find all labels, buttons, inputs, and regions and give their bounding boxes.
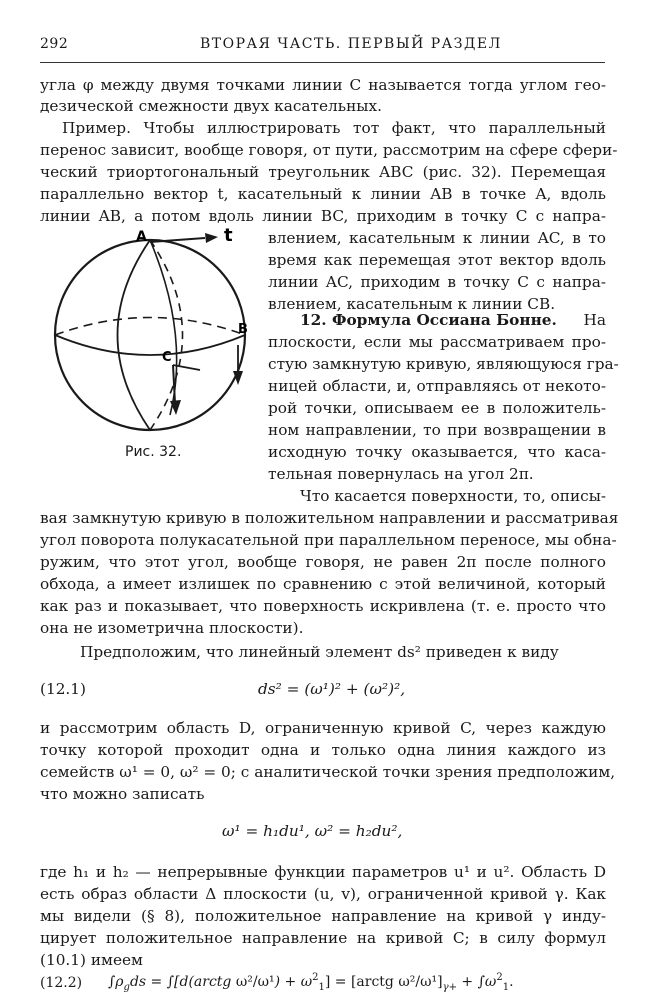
text-line: плоскости, если мы рассматриваем про- [268, 333, 606, 351]
eq-frac-num: ω² [235, 974, 253, 990]
eq-sub: 1 [502, 982, 510, 993]
section-heading [300, 310, 606, 331]
eq-frac-den: ω¹ [420, 974, 438, 990]
label-t: t [224, 225, 233, 246]
text-line: она не изометрична плоскости). [40, 619, 304, 637]
eq-part: ] [437, 974, 443, 990]
text-line: влением, касательным к линии AC, в то [268, 229, 606, 247]
eq-sup: 2 [312, 972, 319, 983]
eq-sup: 2 [496, 972, 503, 983]
eq-sub: 1 [318, 982, 325, 993]
eq-frac-den: ω¹ [257, 974, 275, 990]
equation-number: (12.1) [40, 680, 86, 698]
label-c: C [162, 350, 172, 365]
text-line: мы видели (§ 8), положительное направление на кривой γ инду- [40, 907, 606, 925]
eq-lower-gamma: γ+ [442, 982, 457, 993]
label-a: A [136, 229, 147, 245]
eq-part: ) + ω [274, 974, 313, 990]
text-line: исходную точку оказывается, что каса- [268, 443, 606, 461]
text-line: ческий триортогональный треугольник ABC (рис. 32). Перемещая [40, 163, 606, 181]
text-line: есть образ области Δ плоскости (u, v), ограниченной кривой γ. Как [40, 885, 606, 903]
text-line: цирует положительное направление на кривой C; в силу формул [40, 929, 606, 947]
text-line: ном направлении, то при возвращении в [268, 421, 606, 439]
text-line: семейств ω¹ = 0, ω² = 0; с аналитической точки зрения предположим, [40, 763, 616, 781]
text-line: влением, касательным к линии CB. [268, 295, 556, 313]
text-line: где h₁ и h₂ — непрерывные функции параметров u¹ и u². Область D [40, 863, 606, 881]
text-line: стую замкнутую кривую, являющуюся гра- [268, 355, 619, 373]
text-line: тельная повернулась на угол 2π. [268, 465, 534, 483]
section-first-word: На [583, 311, 606, 329]
equation-omega: ω¹ = h₁du¹, ω² = h₂du², [222, 822, 403, 840]
eq-part: ds = ∫ [129, 974, 175, 990]
text-line: угла φ между двумя точками линии C называется тогда углом гео- [40, 76, 606, 94]
text-line: что можно записать [40, 785, 205, 803]
text-line: Предположим, что линейный элемент ds² приведен к виду [80, 643, 559, 661]
text-line: обхода, а имеет излишек по сравнению с этой величиной, который [40, 575, 606, 593]
label-b: B [238, 322, 248, 337]
text-line: ружим, что этот угол, вообще говоря, не равен 2π после полного [40, 553, 606, 571]
eq-part: ] = [arctg [324, 974, 399, 990]
eq-end: . [509, 974, 514, 990]
page-number: 292 [40, 36, 69, 52]
text-line: и рассмотрим область D, ограниченную кривой C, через каждую [40, 719, 606, 737]
text-line: ницей области, и, отправляясь от некото- [268, 377, 607, 395]
equation-number: (12.2) [40, 975, 83, 991]
text-line: перенос зависит, вообще говоря, от пути, рассмотрим на сфере сфери- [40, 141, 618, 159]
eq-part: ∫ρ [108, 974, 124, 990]
text-line: линии AB, а потом вдоль линии BC, приходим в точку C с напра- [40, 207, 606, 225]
eq-part: + ∫ω [456, 974, 497, 990]
text-line: параллельно вектор t, касательный к линии AB в точке A, вдоль [40, 185, 606, 203]
section-title: 12. Формула Оссиана Бонне. [300, 311, 557, 329]
eq-part: [d(arctg [174, 974, 236, 990]
text-line: точку которой проходит одна и только одна линия каждого из [40, 741, 606, 759]
text-line: как раз и показывает, что поверхность искривлена (т. е. просто что [40, 597, 606, 615]
sphere-figure [40, 225, 260, 440]
text-line: время как перемещая этот вектор вдоль [268, 251, 606, 269]
text-line: вая замкнутую кривую в положительном направлении и рассматривая [40, 509, 619, 527]
equation-12-2: $\int\rho_gds$ = ∫[d(arctg $\omega^2/\omega^1) + \omega^2_1$] = [arctg $\omega^2/\omega^1]_{\gamma+} + \int\omega^2_1$. [108, 972, 514, 993]
header-rule [40, 62, 605, 63]
text-line: дезической смежности двух касательных. [40, 97, 382, 115]
text-line: Что касается поверхности, то, описы- [300, 487, 607, 505]
text-line: (10.1) имеем [40, 951, 143, 969]
figure-caption: Рис. 32. [125, 444, 182, 460]
running-title: ВТОРАЯ ЧАСТЬ. ПЕРВЫЙ РАЗДЕЛ [200, 36, 502, 52]
text-line: линии AC, приходим в точку C с напра- [268, 273, 606, 291]
text-line: рой точки, описываем ее в положитель- [268, 399, 606, 417]
text-line: угол поворота полукасательной при параллельном переносе, мы обна- [40, 531, 617, 549]
eq-sub-g: g [123, 982, 130, 993]
text-line: Пример. Чтобы иллюстрировать тот факт, что параллельный [62, 119, 606, 137]
equation-12-1: ds² = (ω¹)² + (ω²)², [258, 680, 406, 698]
eq-frac-num: ω² [398, 974, 416, 990]
